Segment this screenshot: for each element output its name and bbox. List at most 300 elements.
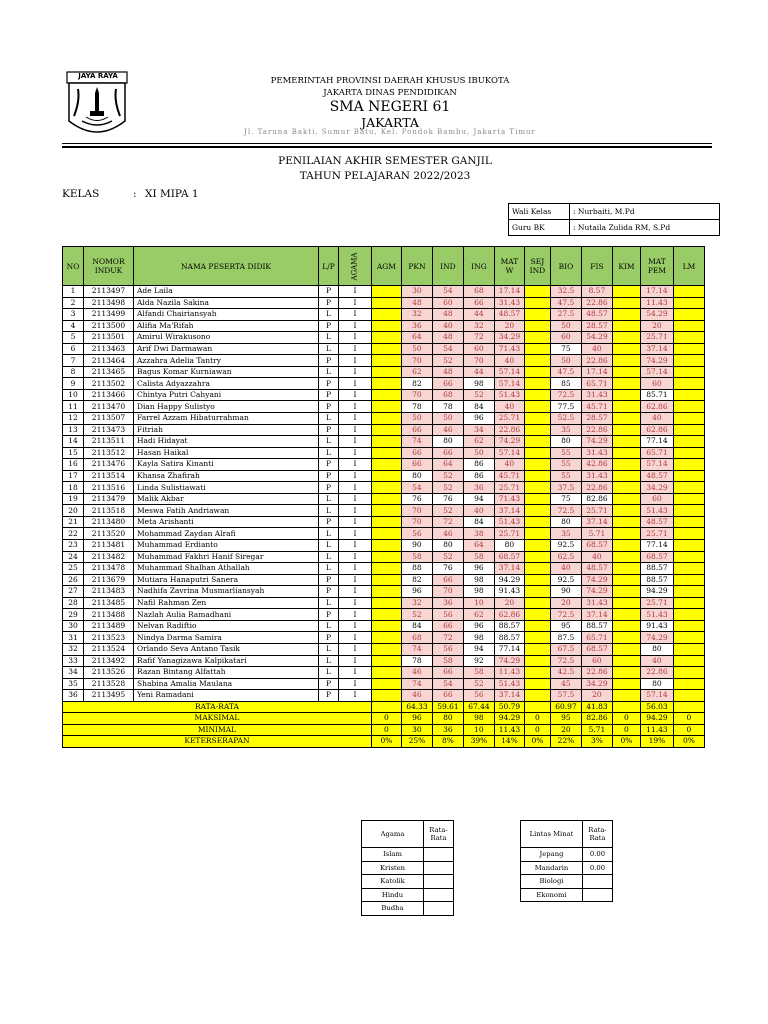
table-cell: 45: [550, 678, 581, 690]
table-cell: 66: [432, 378, 463, 390]
table-row: [63, 655, 705, 667]
table-cell: 52: [432, 470, 463, 482]
table-cell: [524, 540, 550, 552]
table-row: [63, 540, 705, 552]
table-cell: 13: [63, 424, 84, 436]
table-cell: L: [319, 643, 339, 655]
table-cell: P: [319, 690, 339, 702]
table-cell: 25.71: [640, 332, 673, 344]
table-cell: 92.5: [550, 574, 581, 586]
table-cell: 70: [401, 355, 432, 367]
table-cell: 19: [63, 493, 84, 505]
table-cell: 34: [63, 667, 84, 679]
table-cell: [673, 436, 704, 448]
table-cell: I: [339, 320, 372, 332]
table-cell: [673, 516, 704, 528]
table-cell: 7: [63, 355, 84, 367]
summary-row: [63, 701, 705, 713]
table-cell: 22: [63, 528, 84, 540]
table-cell: 68.57: [640, 551, 673, 563]
table-cell: [673, 413, 704, 425]
summary-cell: 41.83: [581, 701, 612, 713]
agama-avg: [424, 848, 454, 862]
table-cell: I: [339, 424, 372, 436]
table-cell: 40: [463, 505, 494, 517]
table-cell: [612, 424, 640, 436]
table-cell: 17: [63, 470, 84, 482]
table-cell: 60: [581, 655, 612, 667]
lintas-row: [521, 888, 613, 902]
table-cell: [612, 436, 640, 448]
table-cell: 78: [432, 401, 463, 413]
table-cell: 2113473: [84, 424, 134, 436]
bk-value: : Nutaila Zulida RM, S.Pd: [570, 220, 720, 236]
table-cell: [612, 574, 640, 586]
summary-label: MAKSIMAL: [63, 713, 372, 725]
table-cell: 2113502: [84, 378, 134, 390]
table-cell: 2113679: [84, 574, 134, 586]
table-cell: 55: [550, 459, 581, 471]
table-cell: [371, 678, 401, 690]
table-cell: 12: [63, 413, 84, 425]
bk-label: Guru BK: [509, 220, 570, 236]
student-name: Mohammad Zaydan Alrafi: [134, 528, 319, 540]
logo-text: JAYA RAYA: [78, 72, 118, 80]
table-cell: [673, 459, 704, 471]
table-cell: 46: [401, 667, 432, 679]
table-cell: 37.14: [494, 563, 524, 575]
table-cell: 40: [640, 413, 673, 425]
table-cell: P: [319, 320, 339, 332]
table-cell: L: [319, 332, 339, 344]
table-cell: 17.14: [581, 366, 612, 378]
student-name: Alfandi Chairiansyah: [134, 309, 319, 321]
table-cell: [673, 528, 704, 540]
table-cell: [524, 620, 550, 632]
table-cell: 50: [401, 413, 432, 425]
table-cell: [371, 516, 401, 528]
table-cell: [371, 355, 401, 367]
table-cell: I: [339, 309, 372, 321]
table-cell: 2113485: [84, 597, 134, 609]
student-name: Linda Sulistiawati: [134, 482, 319, 494]
agama-row: [362, 888, 454, 902]
table-cell: 48.57: [640, 516, 673, 528]
table-cell: I: [339, 690, 372, 702]
header-cell: FIS: [581, 247, 612, 286]
table-cell: 52.5: [550, 413, 581, 425]
student-name: Arif Dwi Darmawan: [134, 343, 319, 355]
table-cell: I: [339, 436, 372, 448]
table-cell: 94.29: [640, 586, 673, 598]
table-cell: 25.71: [494, 482, 524, 494]
table-cell: [524, 389, 550, 401]
table-cell: L: [319, 447, 339, 459]
header-cell: NOMOR INDUK: [84, 247, 134, 286]
student-name: Calista Adyazzahra: [134, 378, 319, 390]
table-cell: [524, 366, 550, 378]
student-name: Nindya Darma Samira: [134, 632, 319, 644]
table-cell: 38: [463, 528, 494, 540]
table-row: [63, 378, 705, 390]
table-cell: 51.43: [494, 516, 524, 528]
table-cell: 66: [432, 447, 463, 459]
table-cell: 34.29: [640, 482, 673, 494]
summary-cell: 50.79: [494, 701, 524, 713]
table-cell: 51.43: [640, 609, 673, 621]
table-cell: 2113498: [84, 297, 134, 309]
table-cell: [612, 470, 640, 482]
table-cell: 16: [63, 459, 84, 471]
report-year: TAHUN PELAJARAN 2022/2023: [299, 170, 471, 182]
table-cell: [612, 551, 640, 563]
table-cell: 25.71: [640, 597, 673, 609]
summary-cell: [371, 701, 401, 713]
table-cell: 68.57: [581, 643, 612, 655]
table-cell: 54: [432, 678, 463, 690]
table-cell: 2113524: [84, 643, 134, 655]
table-cell: 2113523: [84, 632, 134, 644]
table-cell: 54: [401, 482, 432, 494]
table-cell: [371, 620, 401, 632]
table-cell: [371, 459, 401, 471]
summary-cell: 67.44: [463, 701, 494, 713]
table-row: [63, 309, 705, 321]
table-cell: [524, 643, 550, 655]
table-cell: 72.5: [550, 609, 581, 621]
table-cell: 80: [640, 678, 673, 690]
table-cell: 32: [401, 309, 432, 321]
table-cell: 68: [463, 286, 494, 298]
lintas-avg: [583, 875, 613, 889]
summary-cell: 19%: [640, 736, 673, 748]
table-cell: 70: [432, 586, 463, 598]
table-cell: P: [319, 459, 339, 471]
table-cell: 78: [401, 655, 432, 667]
table-cell: 11.43: [640, 297, 673, 309]
table-cell: L: [319, 505, 339, 517]
table-cell: 27: [63, 586, 84, 598]
table-cell: 48.57: [640, 470, 673, 482]
table-cell: 45.71: [494, 470, 524, 482]
student-name: Muhammad Erdianto: [134, 540, 319, 552]
table-cell: 85: [550, 378, 581, 390]
table-cell: 65.71: [640, 447, 673, 459]
table-cell: [612, 493, 640, 505]
summary-cell: 0: [371, 724, 401, 736]
table-cell: 5: [63, 332, 84, 344]
table-cell: [371, 413, 401, 425]
table-cell: [673, 667, 704, 679]
table-cell: [673, 343, 704, 355]
student-name: Bagus Komar Kurniawan: [134, 366, 319, 378]
table-cell: 37.5: [550, 482, 581, 494]
table-row: [63, 667, 705, 679]
agama-avg-header: Rata-Rata: [424, 821, 454, 848]
table-cell: 2113466: [84, 389, 134, 401]
table-cell: 21: [63, 516, 84, 528]
table-cell: 96: [463, 563, 494, 575]
student-name: Ade Laila: [134, 286, 319, 298]
header-cell: AGM: [371, 247, 401, 286]
agama-row: [362, 861, 454, 875]
table-row: [63, 597, 705, 609]
table-cell: [371, 540, 401, 552]
table-cell: 11.43: [494, 667, 524, 679]
table-cell: 46: [401, 690, 432, 702]
table-cell: L: [319, 528, 339, 540]
table-cell: 51.43: [494, 678, 524, 690]
header-line-2: JAKARTA DINAS PENDIDIKAN: [323, 88, 457, 98]
table-cell: 75: [550, 343, 581, 355]
table-cell: [524, 309, 550, 321]
table-cell: 25.71: [494, 413, 524, 425]
table-cell: 74.29: [581, 574, 612, 586]
summary-label: MINIMAL: [63, 724, 372, 736]
table-cell: I: [339, 366, 372, 378]
table-cell: 2113492: [84, 655, 134, 667]
summary-cell: 0%: [612, 736, 640, 748]
lintas-name: Mandarin: [521, 861, 583, 875]
table-cell: L: [319, 493, 339, 505]
header-cell: KIM: [612, 247, 640, 286]
table-cell: 50: [432, 413, 463, 425]
table-cell: [524, 586, 550, 598]
table-cell: [524, 528, 550, 540]
table-cell: [612, 678, 640, 690]
table-cell: 3: [63, 309, 84, 321]
lintas-row: [521, 848, 613, 862]
agama-avg: [424, 875, 454, 889]
summary-cell: 0%: [673, 736, 704, 748]
table-cell: 36: [63, 690, 84, 702]
table-row: [63, 563, 705, 575]
table-cell: [673, 551, 704, 563]
table-cell: [524, 609, 550, 621]
table-cell: 50: [463, 447, 494, 459]
table-cell: 36: [432, 597, 463, 609]
table-cell: [524, 678, 550, 690]
table-row: [63, 413, 705, 425]
table-cell: 90: [401, 540, 432, 552]
table-cell: 2113497: [84, 286, 134, 298]
table-cell: 42.86: [581, 459, 612, 471]
table-cell: [612, 667, 640, 679]
student-name: Mutiara Hanaputri Sanera: [134, 574, 319, 586]
table-row: [63, 643, 705, 655]
table-cell: 40: [550, 563, 581, 575]
table-cell: 68.57: [494, 551, 524, 563]
table-cell: P: [319, 609, 339, 621]
table-cell: [371, 655, 401, 667]
agama-name: Hindu: [362, 888, 424, 902]
table-cell: 20: [63, 505, 84, 517]
table-row: [63, 632, 705, 644]
table-cell: 58: [463, 551, 494, 563]
wali-value: : Nurbaiti, M.Pd: [570, 204, 720, 220]
table-cell: I: [339, 482, 372, 494]
grades-table: [62, 246, 705, 748]
table-cell: 62: [463, 436, 494, 448]
table-cell: 2113480: [84, 516, 134, 528]
table-cell: 85.71: [640, 389, 673, 401]
table-cell: [371, 343, 401, 355]
table-cell: 9: [63, 378, 84, 390]
summary-cell: 56.03: [640, 701, 673, 713]
table-cell: 57.5: [550, 690, 581, 702]
table-cell: 94: [463, 493, 494, 505]
table-cell: P: [319, 389, 339, 401]
student-name: Nadhifa Zavrina Musmarliansyah: [134, 586, 319, 598]
table-cell: 66: [432, 574, 463, 586]
table-cell: [524, 690, 550, 702]
report-title: PENILAIAN AKHIR SEMESTER GANJIL: [278, 155, 492, 167]
table-cell: 70: [401, 389, 432, 401]
table-cell: 77.14: [494, 643, 524, 655]
table-cell: 88.57: [494, 620, 524, 632]
table-cell: 56: [401, 528, 432, 540]
table-cell: [524, 574, 550, 586]
table-cell: 72: [463, 332, 494, 344]
lintas-minat-table: [520, 820, 613, 902]
student-name: Alda Nazila Sakina: [134, 297, 319, 309]
table-cell: 31.43: [581, 389, 612, 401]
summary-cell: 94.29: [640, 713, 673, 725]
table-cell: 47.5: [550, 297, 581, 309]
table-cell: [524, 516, 550, 528]
table-cell: L: [319, 620, 339, 632]
table-cell: I: [339, 620, 372, 632]
table-cell: [673, 309, 704, 321]
table-cell: [612, 482, 640, 494]
table-row: [63, 516, 705, 528]
summary-cell: 0%: [524, 736, 550, 748]
table-cell: I: [339, 528, 372, 540]
table-cell: I: [339, 401, 372, 413]
table-row: [63, 678, 705, 690]
summary-cell: 95: [550, 713, 581, 725]
table-cell: 47.5: [550, 366, 581, 378]
table-cell: I: [339, 643, 372, 655]
table-cell: I: [339, 632, 372, 644]
table-cell: L: [319, 551, 339, 563]
table-cell: [371, 482, 401, 494]
table-cell: [524, 563, 550, 575]
table-row: [63, 389, 705, 401]
table-cell: [371, 493, 401, 505]
table-cell: [524, 413, 550, 425]
table-cell: [371, 309, 401, 321]
table-cell: 52: [432, 505, 463, 517]
table-cell: 64: [401, 332, 432, 344]
table-cell: 4: [63, 320, 84, 332]
table-cell: 54.29: [581, 332, 612, 344]
table-cell: 56: [432, 643, 463, 655]
header-cell: L/P: [319, 247, 339, 286]
table-cell: 35: [550, 528, 581, 540]
table-cell: 36: [463, 482, 494, 494]
summary-cell: 96: [401, 713, 432, 725]
table-cell: [371, 643, 401, 655]
table-cell: 51.43: [640, 505, 673, 517]
table-cell: 57.14: [640, 366, 673, 378]
table-cell: [612, 401, 640, 413]
table-cell: 84: [463, 401, 494, 413]
header-agama-label: AGAMA: [350, 252, 359, 281]
school-address: Jl. Taruna Bakti, Sumur Batu, Kel. Pondok Bambu, Jakarta Timur: [244, 128, 536, 136]
table-cell: 66: [401, 459, 432, 471]
summary-cell: [673, 701, 704, 713]
table-cell: 30: [63, 620, 84, 632]
table-cell: [612, 286, 640, 298]
table-cell: 2113495: [84, 690, 134, 702]
table-cell: [524, 482, 550, 494]
table-row: [63, 470, 705, 482]
table-row: [63, 332, 705, 344]
agama-avg: [424, 902, 454, 916]
summary-cell: 11.43: [494, 724, 524, 736]
table-cell: [673, 597, 704, 609]
agama-name: Kristen: [362, 861, 424, 875]
table-cell: 70: [463, 355, 494, 367]
table-cell: 74.29: [640, 355, 673, 367]
table-cell: [524, 597, 550, 609]
table-cell: 2113518: [84, 505, 134, 517]
table-cell: [371, 389, 401, 401]
table-cell: [612, 320, 640, 332]
table-cell: [371, 667, 401, 679]
table-cell: 86: [463, 459, 494, 471]
table-cell: 55: [550, 447, 581, 459]
table-cell: 2113463: [84, 343, 134, 355]
lintas-avg: 0.00: [583, 861, 613, 875]
table-cell: 2113526: [84, 667, 134, 679]
table-cell: 31.43: [581, 597, 612, 609]
table-cell: 27.5: [550, 309, 581, 321]
summary-cell: 64.33: [401, 701, 432, 713]
table-cell: 22.86: [581, 667, 612, 679]
wali-label: Wali Kelas: [509, 204, 570, 220]
table-cell: [524, 297, 550, 309]
table-cell: [371, 470, 401, 482]
table-cell: P: [319, 297, 339, 309]
table-cell: I: [339, 470, 372, 482]
student-name: Hadi Hidayat: [134, 436, 319, 448]
table-cell: [612, 632, 640, 644]
table-cell: 15: [63, 447, 84, 459]
table-cell: [673, 678, 704, 690]
table-cell: 88.57: [640, 563, 673, 575]
table-cell: 2113481: [84, 540, 134, 552]
table-cell: 1: [63, 286, 84, 298]
table-cell: [673, 355, 704, 367]
table-cell: L: [319, 436, 339, 448]
table-cell: [524, 505, 550, 517]
table-cell: 66: [432, 620, 463, 632]
table-cell: 57.14: [494, 447, 524, 459]
table-row: [63, 286, 705, 298]
table-cell: I: [339, 505, 372, 517]
header-line-1: PEMERINTAH PROVINSI DAERAH KHUSUS IBUKOTA: [270, 76, 510, 86]
summary-cell: 11.43: [640, 724, 673, 736]
table-cell: 84: [463, 516, 494, 528]
table-cell: [612, 332, 640, 344]
table-cell: [673, 505, 704, 517]
table-cell: 48: [432, 366, 463, 378]
summary-cell: 3%: [581, 736, 612, 748]
table-cell: 74: [401, 436, 432, 448]
table-cell: 5.71: [581, 528, 612, 540]
